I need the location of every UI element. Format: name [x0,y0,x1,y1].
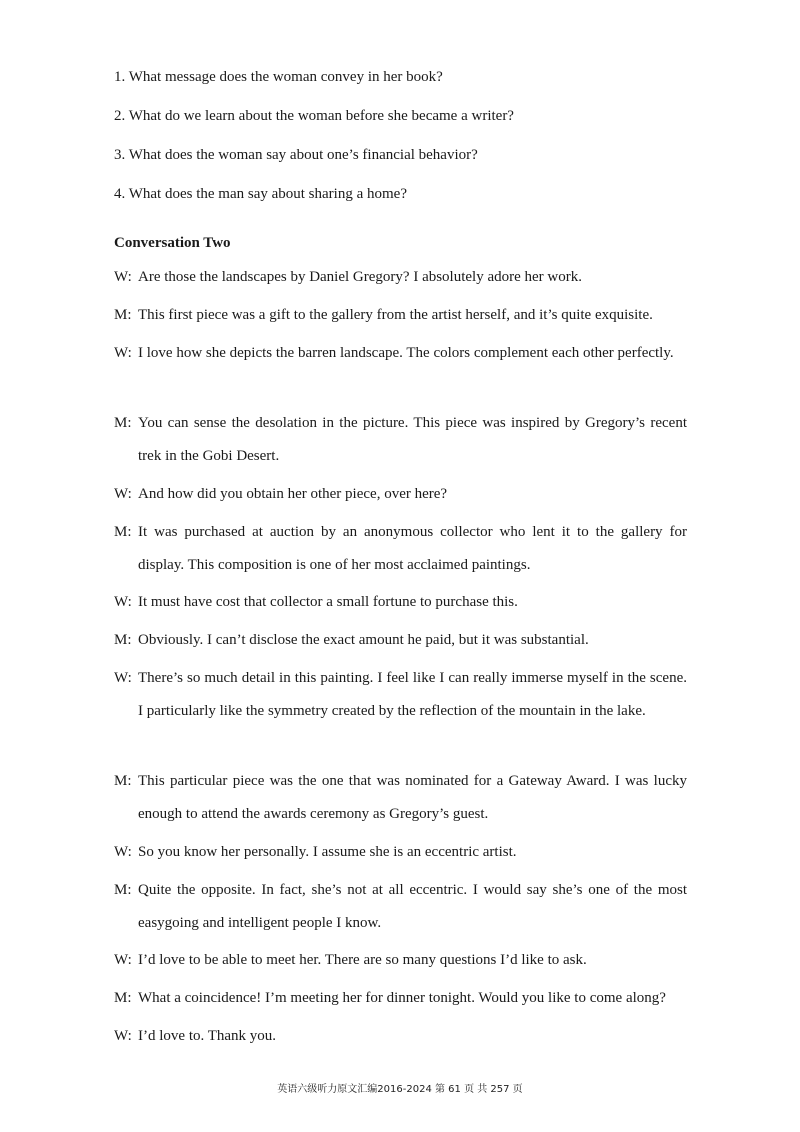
speaker-label: W: [114,1028,132,1044]
utterance-text: It must have cost that collector a small fortune to purchase this. [138,594,518,610]
speaker-label: W: [114,670,132,686]
dialogue-line [114,261,687,294]
speaker-label: W: [114,486,132,502]
speaker-label: W: [114,345,132,361]
question-2: 2. What do we learn about the woman before she became a writer? [114,108,514,124]
utterance-text: Obviously. I can’t disclose the exact amount he paid, but it was substantial. [138,632,589,648]
utterance-text: I love how she depicts the barren landscape. The colors complement each other perfectly. [138,345,674,361]
dialogue-line [114,836,687,869]
dialogue-line [114,1020,687,1053]
speaker-label: M: [114,524,132,540]
dialogue-line [114,874,687,940]
speaker-label: W: [114,594,132,610]
question-1: 1. What message does the woman convey in her book? [114,69,443,85]
utterance-text: There’s so much detail in this painting. I feel like I can really immerse myself in the scene. I particularly like the symmetry created by the reflection of the mountain in the lake. [138,670,687,719]
dialogue-line [114,478,687,511]
utterance-text: I’d love to be able to meet her. There are so many questions I’d like to ask. [138,952,587,968]
section-title: Conversation Two [114,235,231,251]
utterance-text: And how did you obtain her other piece, over here? [138,486,448,502]
speaker-label: W: [114,269,132,285]
speaker-label: M: [114,307,132,323]
speaker-label: M: [114,773,132,789]
speaker-label: M: [114,882,132,898]
utterance-text: You can sense the desolation in the picture. This piece was inspired by Gregory’s recent trek in the Gobi Desert. [138,415,687,464]
dialogue-line [114,765,687,831]
dialogue-line [114,982,687,1015]
dialogue-line [114,662,687,728]
utterance-text: What a coincidence! I’m meeting her for dinner tonight. Would you like to come along? [138,990,666,1006]
utterance-text: Quite the opposite. In fact, she’s not at all eccentric. I would say she’s one of the most easygoing and intelligent people I know. [138,882,687,931]
dialogue-line [114,299,687,332]
dialogue-line [114,586,687,619]
dialogue-line [114,944,687,977]
speaker-label: M: [114,632,132,648]
utterance-text: This particular piece was the one that was nominated for a Gateway Award. I was lucky enough to attend the awards ceremony as Gregory’s guest. [138,773,687,822]
dialogue-line [114,624,687,657]
dialogue-line [114,516,687,582]
speaker-label: W: [114,952,132,968]
speaker-label: M: [114,990,132,1006]
utterance-text: This first piece was a gift to the gallery from the artist herself, and it’s quite exquisite. [138,307,653,323]
dialogue-line [114,407,687,473]
utterance-text: It was purchased at auction by an anonymous collector who lent it to the gallery for display. This composition is one of her most acclaimed paintings. [138,524,687,573]
question-3: 3. What does the woman say about one’s financial behavior? [114,147,478,163]
speaker-label: W: [114,844,132,860]
utterance-text: Are those the landscapes by Daniel Gregory? I absolutely adore her work. [138,269,583,285]
question-4: 4. What does the man say about sharing a home? [114,186,407,202]
speaker-label: M: [114,415,132,431]
page-footer: 英语六级听力原文汇编2016-2024 第 61 页 共 257 页 [277,1084,523,1095]
utterance-text: I’d love to. Thank you. [138,1028,277,1044]
utterance-text: So you know her personally. I assume she is an eccentric artist. [138,844,517,860]
dialogue-line [114,337,687,370]
